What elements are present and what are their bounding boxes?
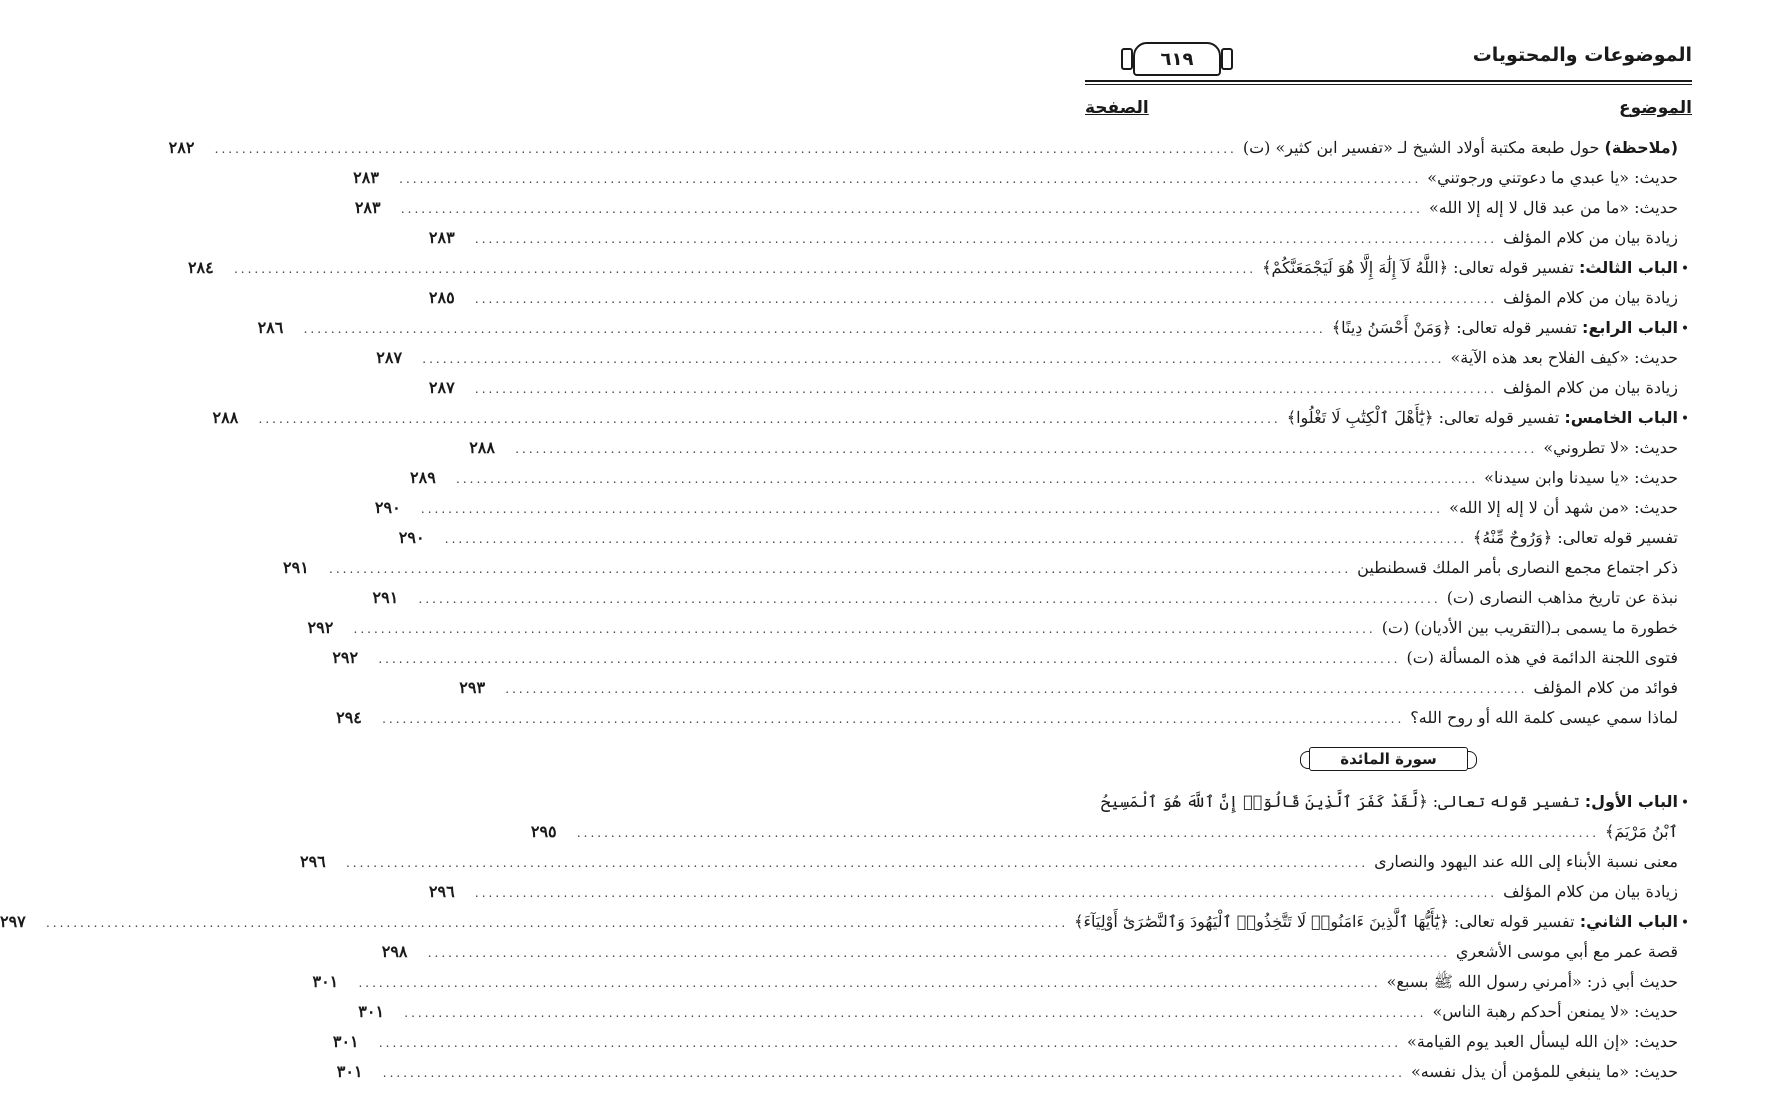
entry-page-number: ٣٠١ [332,1032,359,1051]
toc-entry [353,163,1692,193]
entry-title [1332,313,1678,343]
entry-page-number: ٢٨٦ [257,318,284,337]
leader-dots [399,164,1421,194]
entry-text: تفسير قوله تعالى: ﴿وَرُوحٌ مِّنْهُ﴾ [1472,528,1678,547]
entry-text: حديث: «يا سيدنا وابن سيدنا» [1484,468,1678,487]
header-rule [1085,80,1692,82]
leader-dots [456,464,1478,494]
toc-entry [332,643,1692,673]
entry-title [1473,523,1678,553]
entry-text: زيادة بيان من كلام المؤلف [1503,882,1678,901]
entry-page-number: ٢٩١ [283,558,309,577]
entry-page-number: ٣٠١ [312,972,339,991]
entry-text: حديث: «ما من عبد قال لا إله إلا الله» [1428,198,1678,217]
entry-title [1456,937,1678,967]
toc-entry [530,817,1692,847]
entry-page-number: ٣٠١ [336,1062,363,1081]
page-number-badge: ٦١٩ [1133,42,1221,76]
entry-text: تفسير قوله تعالى: ﴿يَٰٓأَهْلَ ٱلْكِتَٰبِ لَا تَغْلُوا﴾ [1286,408,1565,427]
entry-text: ذكر اجتماع مجمع النصارى بأمر الملك قسطنطين [1357,558,1678,577]
entry-title [1387,967,1678,997]
leader-dots [382,704,1404,734]
entry-page-number: ٢٨٢ [168,138,195,157]
toc-entry [381,937,1692,967]
entry-page-number: ٢٩٥ [530,822,557,841]
leader-dots [304,314,1326,344]
entry-text: قصة عمر مع أبي موسى الأشعري [1455,942,1678,961]
toc-entry [212,403,1692,433]
entry-bold: الباب الثاني: [1579,912,1678,931]
leader-dots [383,1058,1405,1088]
entry-text: حديث: «من شهد أن لا إله إلا الله» [1449,498,1678,517]
bullet: • [1680,915,1690,931]
leader-dots [428,938,1450,968]
leader-dots [475,878,1497,908]
entry-title [1503,877,1678,907]
toc-entry [398,523,1692,553]
entry-page-number: ٢٩٣ [459,678,486,697]
entry-text: حديث: «كيف الفلاح بعد هذه الآية» [1450,348,1678,367]
leader-dots [329,554,1351,584]
entry-text: تفسير قوله تعالى: ﴿وَمَنْ أَحْسَنُ دِينًا﴾ [1331,318,1583,337]
entry-text: زيادة بيان من كلام المؤلف [1503,288,1678,307]
bullet: • [1680,411,1690,427]
toc-entry [187,253,1692,283]
entry-text: حديث: «لا تطروني» [1543,438,1678,457]
entry-text: حديث: «لا يمنعن أحدكم رهبة الناس» [1432,1002,1678,1021]
leader-dots [259,404,1281,434]
leader-dots [419,584,1441,614]
entry-text: نبذة عن تاريخ مذاهب النصارى (ت) [1446,588,1678,607]
leader-dots [475,374,1497,404]
entry-text: لماذا سمي عيسى كلمة الله أو روح الله؟ [1410,708,1678,727]
entry-text: تفسير قوله تعالى: ﴿اللَّهُ لَآ إِلَٰهَ إِلَّا هُوَ لَيَجْمَعَنَّكُمْ﴾ [1262,258,1579,277]
entry-title [1503,223,1678,253]
toc-entry [0,907,1692,937]
leader-dots [346,848,1368,878]
entry-text: تفسير قوله تعالى: ﴿لَّقَدْ كَفَرَ ٱلَّذِينَ قَالُوٓا۟ إِنَّ ٱللَّهَ هُوَ ٱلْمَسِيحُ [1101,792,1585,811]
entry-title [1427,163,1678,193]
toc-entry [376,343,1692,373]
entry-page-number: ٢٨٤ [187,258,214,277]
entry-title [1357,553,1678,583]
topic-column-heading: الموضوع [1619,98,1692,118]
leader-dots [421,494,1443,524]
entry-text: خطورة ما يسمى بـ(التقريب بين الأديان) (ت) [1381,618,1678,637]
entry-bold: الباب الخامس: [1564,408,1678,427]
entry-title [1484,463,1678,493]
page-column-heading: الصفحة [1085,98,1149,118]
toc-list-b [0,847,1692,1087]
entry-bold: الباب الأول: [1584,792,1678,811]
entry-page-number: ٢٨٣ [428,228,455,247]
entry-bold: الباب الرابع: [1582,318,1678,337]
leader-dots [378,644,1400,674]
leader-dots [577,818,1599,848]
entry-title [1429,193,1678,223]
entry-title [1243,133,1678,163]
entry-text: فتوى اللجنة الدائمة في هذه المسألة (ت) [1406,648,1678,667]
entry-title [1374,847,1678,877]
toc-entry [283,553,1692,583]
leader-dots [404,998,1426,1028]
entry-title [1407,643,1679,673]
entry-text: حديث: «إن الله ليسأل العبد يوم القيامة» [1407,1032,1678,1051]
entry-page-number: ٣٠١ [358,1002,385,1021]
entry-text: حديث أبي ذر: «أمرني رسول الله ﷺ بسبع» [1386,972,1678,991]
entry-text: معنى نسبة الأبناء إلى الله عند اليهود والنصارى [1374,852,1678,871]
bullet: • [1680,795,1690,811]
leader-dots [422,344,1444,374]
leader-dots [515,434,1537,464]
entry-title [1410,703,1678,733]
bullet: • [1680,261,1690,277]
entry-page-number: ٢٨٩ [410,468,436,487]
bullet: • [1680,321,1690,337]
header-title: الموضوعات والمحتويات [1472,44,1692,66]
column-headings [1085,98,1692,122]
entry-title: ٱبْنُ مَرْيَمَ﴾ [1605,822,1678,841]
toc-entry [428,877,1692,907]
entry-title [1262,253,1678,283]
leader-dots [354,614,1376,644]
leader-dots [46,908,1068,938]
toc-entry [469,433,1692,463]
entry-text: زيادة بيان من كلام المؤلف [1503,378,1678,397]
entry-bold: الباب الثالث: [1578,258,1678,277]
entry-text: حديث: «ما ينبغي للمؤمن أن يذل نفسه» [1410,1062,1678,1081]
toc-entries [0,133,1692,1087]
entry-title [1287,403,1678,433]
toc-entry [410,463,1692,493]
entry-title [1407,1027,1678,1057]
toc-entry [428,223,1692,253]
toc-entry [307,613,1692,643]
entry-page-number: ٢٩٢ [332,648,359,667]
leader-dots [358,968,1380,998]
entry-page-number: ٢٨٣ [353,168,379,187]
entry-page-number: ٢٩٧ [0,912,26,931]
entry-title [1074,907,1678,937]
leader-dots [379,1028,1401,1058]
entry-text: فوائد من كلام المؤلف [1533,678,1678,697]
toc-entry [332,1027,1692,1057]
leader-dots [401,194,1423,224]
entry-page-number: ٢٩٦ [428,882,455,901]
leader-dots [234,254,1256,284]
leader-dots [475,284,1497,314]
entry-page-number: ٢٨٥ [428,288,455,307]
entry-title [1411,1057,1678,1087]
entry-page-number: ٢٩١ [372,588,399,607]
entry-title [1503,373,1678,403]
entry-text: حديث: «يا عبدي ما دعوتني ورجوتني» [1427,168,1678,187]
entry-page-number: ٢٨٨ [469,438,495,457]
entry-title [1382,613,1678,643]
leader-dots [505,674,1527,704]
entry-page-number: ٢٩٢ [307,618,334,637]
toc-entry [299,847,1692,877]
leader-dots [445,524,1467,554]
page-header [1085,40,1692,84]
entry-text: زيادة بيان من كلام المؤلف [1503,228,1678,247]
entry-title [1543,433,1678,463]
toc-entry [374,493,1692,523]
entry-page-number: ٢٨٧ [428,378,455,397]
entry-page-number: ٢٩٤ [336,708,362,727]
entry-page-number: ٢٨٨ [212,408,239,427]
toc-entry [336,1057,1692,1087]
entry-page-number: ٢٨٧ [376,348,403,367]
entry-title [1447,583,1678,613]
toc-entry [459,673,1692,703]
entry-title [1450,343,1678,373]
entry-text: حول طبعة مكتبة أولاد الشيخ لـ «تفسير ابن كثير» (ت) [1242,138,1605,157]
toc-entry [336,703,1692,733]
toc-entry [428,283,1692,313]
entry-title [1101,787,1678,817]
entry-title [1449,493,1678,523]
toc-entry [354,193,1692,223]
leader-dots [215,134,1237,164]
toc-entry [372,583,1692,613]
toc-entry [1085,787,1692,817]
entry-title [1432,997,1678,1027]
entry-bold: (ملاحظة) [1604,138,1678,157]
toc-list-a [168,133,1692,733]
header-rule-thin [1085,84,1692,85]
entry-page-number: ٢٩٠ [374,498,401,517]
entry-title [1503,283,1678,313]
entry-page-number: ٢٩٦ [299,852,326,871]
entry-page-number: ٢٩٨ [381,942,408,961]
toc-entry [257,313,1692,343]
entry-title [1533,673,1678,703]
section-divider [1085,737,1692,781]
toc-entry [312,967,1692,997]
leader-dots [475,224,1497,254]
section-title: سورة المائدة [1309,747,1467,771]
entry-page-number: ٢٩٠ [398,528,425,547]
entry-page-number: ٢٨٣ [354,198,381,217]
toc-entry [428,373,1692,403]
toc-entry [358,997,1692,1027]
toc-entry [168,133,1692,163]
entry-text: تفسير قوله تعالى: ﴿يَٰٓأَيُّهَا ٱلَّذِينَ ءَامَنُوا۟ لَا تَتَّخِذُوا۟ ٱلْيَهُودَ وَٱلنَّصَٰرَىٰٓ أَوْلِيَآءَ﴾ [1074,912,1580,931]
